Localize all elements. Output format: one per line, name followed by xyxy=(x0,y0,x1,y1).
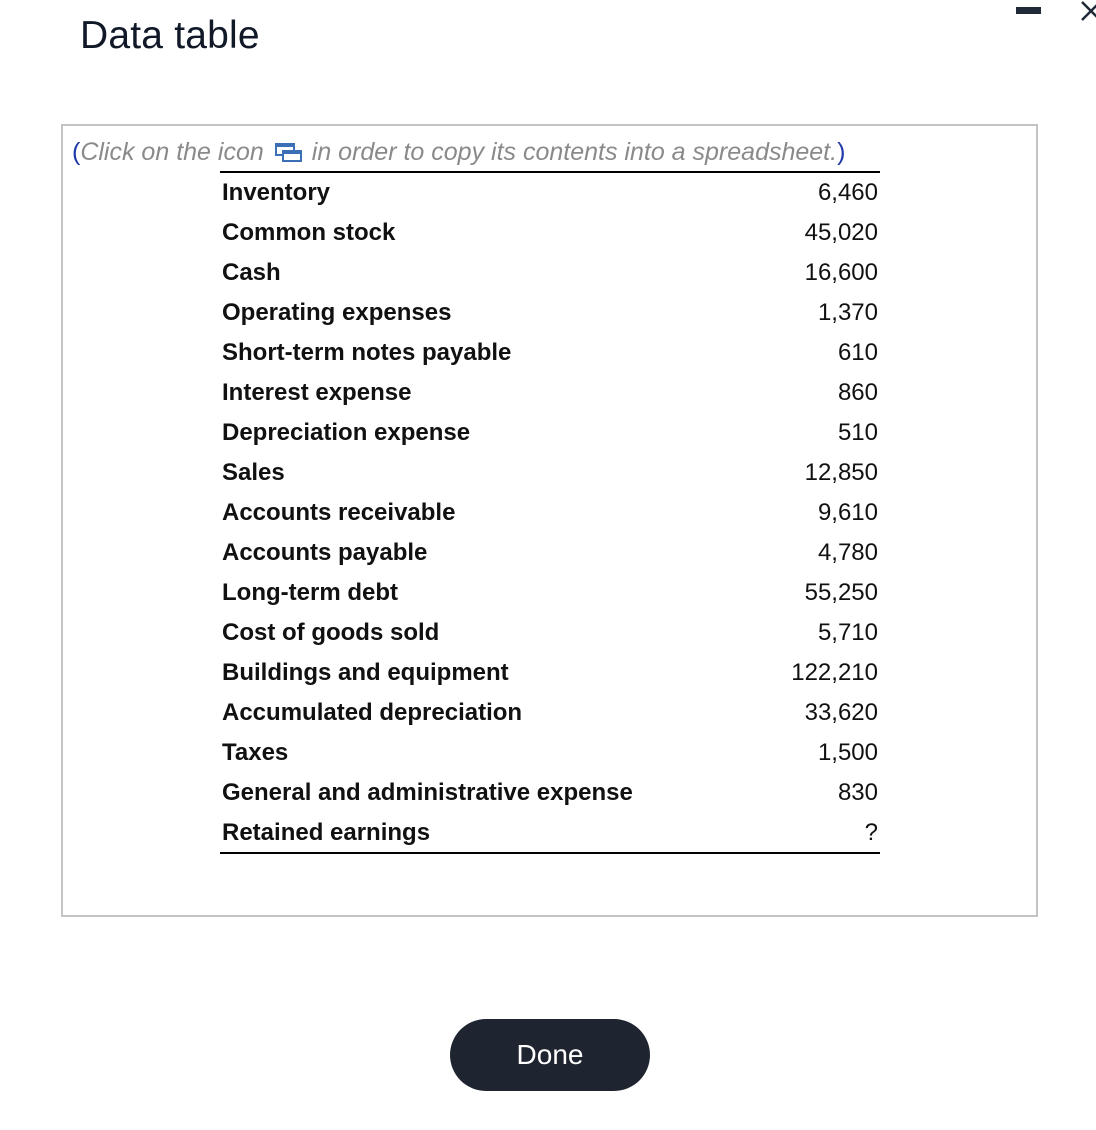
row-value: 830 xyxy=(837,779,878,806)
row-label: Accumulated depreciation xyxy=(222,699,523,726)
row-label: Accounts payable xyxy=(222,539,428,566)
row-label: Short-term notes payable xyxy=(222,339,512,366)
row-label: General and administrative expense xyxy=(222,779,633,806)
row-label: Cost of goods sold xyxy=(222,619,440,646)
row-label: Cash xyxy=(222,259,281,286)
close-icon[interactable] xyxy=(1076,0,1096,22)
row-value: 610 xyxy=(837,339,878,366)
table-row xyxy=(222,173,878,213)
table-row xyxy=(222,493,878,533)
table-row xyxy=(222,773,878,813)
table-row xyxy=(222,813,878,853)
minimize-icon[interactable] xyxy=(1016,7,1041,14)
table-bottom-rule xyxy=(220,852,880,854)
data-table xyxy=(222,173,878,853)
row-value: 510 xyxy=(837,419,878,446)
table-row xyxy=(222,413,878,453)
table-row xyxy=(222,453,878,493)
row-value: ? xyxy=(864,819,878,846)
row-value: 6,460 xyxy=(817,179,878,206)
copy-instruction xyxy=(72,138,845,167)
table-row xyxy=(222,653,878,693)
row-value: 55,250 xyxy=(804,579,878,606)
table-row xyxy=(222,213,878,253)
note-open-paren: ( xyxy=(72,138,81,166)
table-row xyxy=(222,293,878,333)
row-label: Operating expenses xyxy=(222,299,452,326)
row-label: Inventory xyxy=(222,179,331,206)
row-value: 9,610 xyxy=(817,499,878,526)
note-text-before-icon: Click on the icon xyxy=(80,138,264,166)
row-value: 33,620 xyxy=(804,699,878,726)
row-value: 122,210 xyxy=(791,659,878,686)
table-row xyxy=(222,253,878,293)
note-text-after-icon: in order to copy its contents into a spreadsheet. xyxy=(311,138,838,166)
row-value: 45,020 xyxy=(804,219,878,246)
row-label: Retained earnings xyxy=(222,819,431,846)
dialog-title: Data table xyxy=(80,14,260,57)
row-label: Common stock xyxy=(222,219,396,246)
row-label: Interest expense xyxy=(222,379,412,406)
row-value: 1,500 xyxy=(817,739,878,766)
row-value: 16,600 xyxy=(804,259,878,286)
copy-spreadsheet-icon[interactable] xyxy=(274,141,304,163)
table-row xyxy=(222,613,878,653)
table-row xyxy=(222,573,878,613)
row-label: Buildings and equipment xyxy=(222,659,509,686)
row-value: 5,710 xyxy=(817,619,878,646)
row-label: Sales xyxy=(222,459,285,486)
row-value: 4,780 xyxy=(817,539,878,566)
table-row xyxy=(222,733,878,773)
note-close-paren: ) xyxy=(837,138,846,166)
row-label: Long-term debt xyxy=(222,579,398,606)
table-row xyxy=(222,533,878,573)
row-value: 1,370 xyxy=(817,299,878,326)
table-row xyxy=(222,693,878,733)
row-value: 860 xyxy=(837,379,878,406)
table-row xyxy=(222,333,878,373)
row-value: 12,850 xyxy=(804,459,878,486)
row-label: Depreciation expense xyxy=(222,419,471,446)
table-row xyxy=(222,373,878,413)
done-button[interactable]: Done xyxy=(450,1019,650,1091)
row-label: Taxes xyxy=(222,739,289,766)
row-label: Accounts receivable xyxy=(222,499,456,526)
